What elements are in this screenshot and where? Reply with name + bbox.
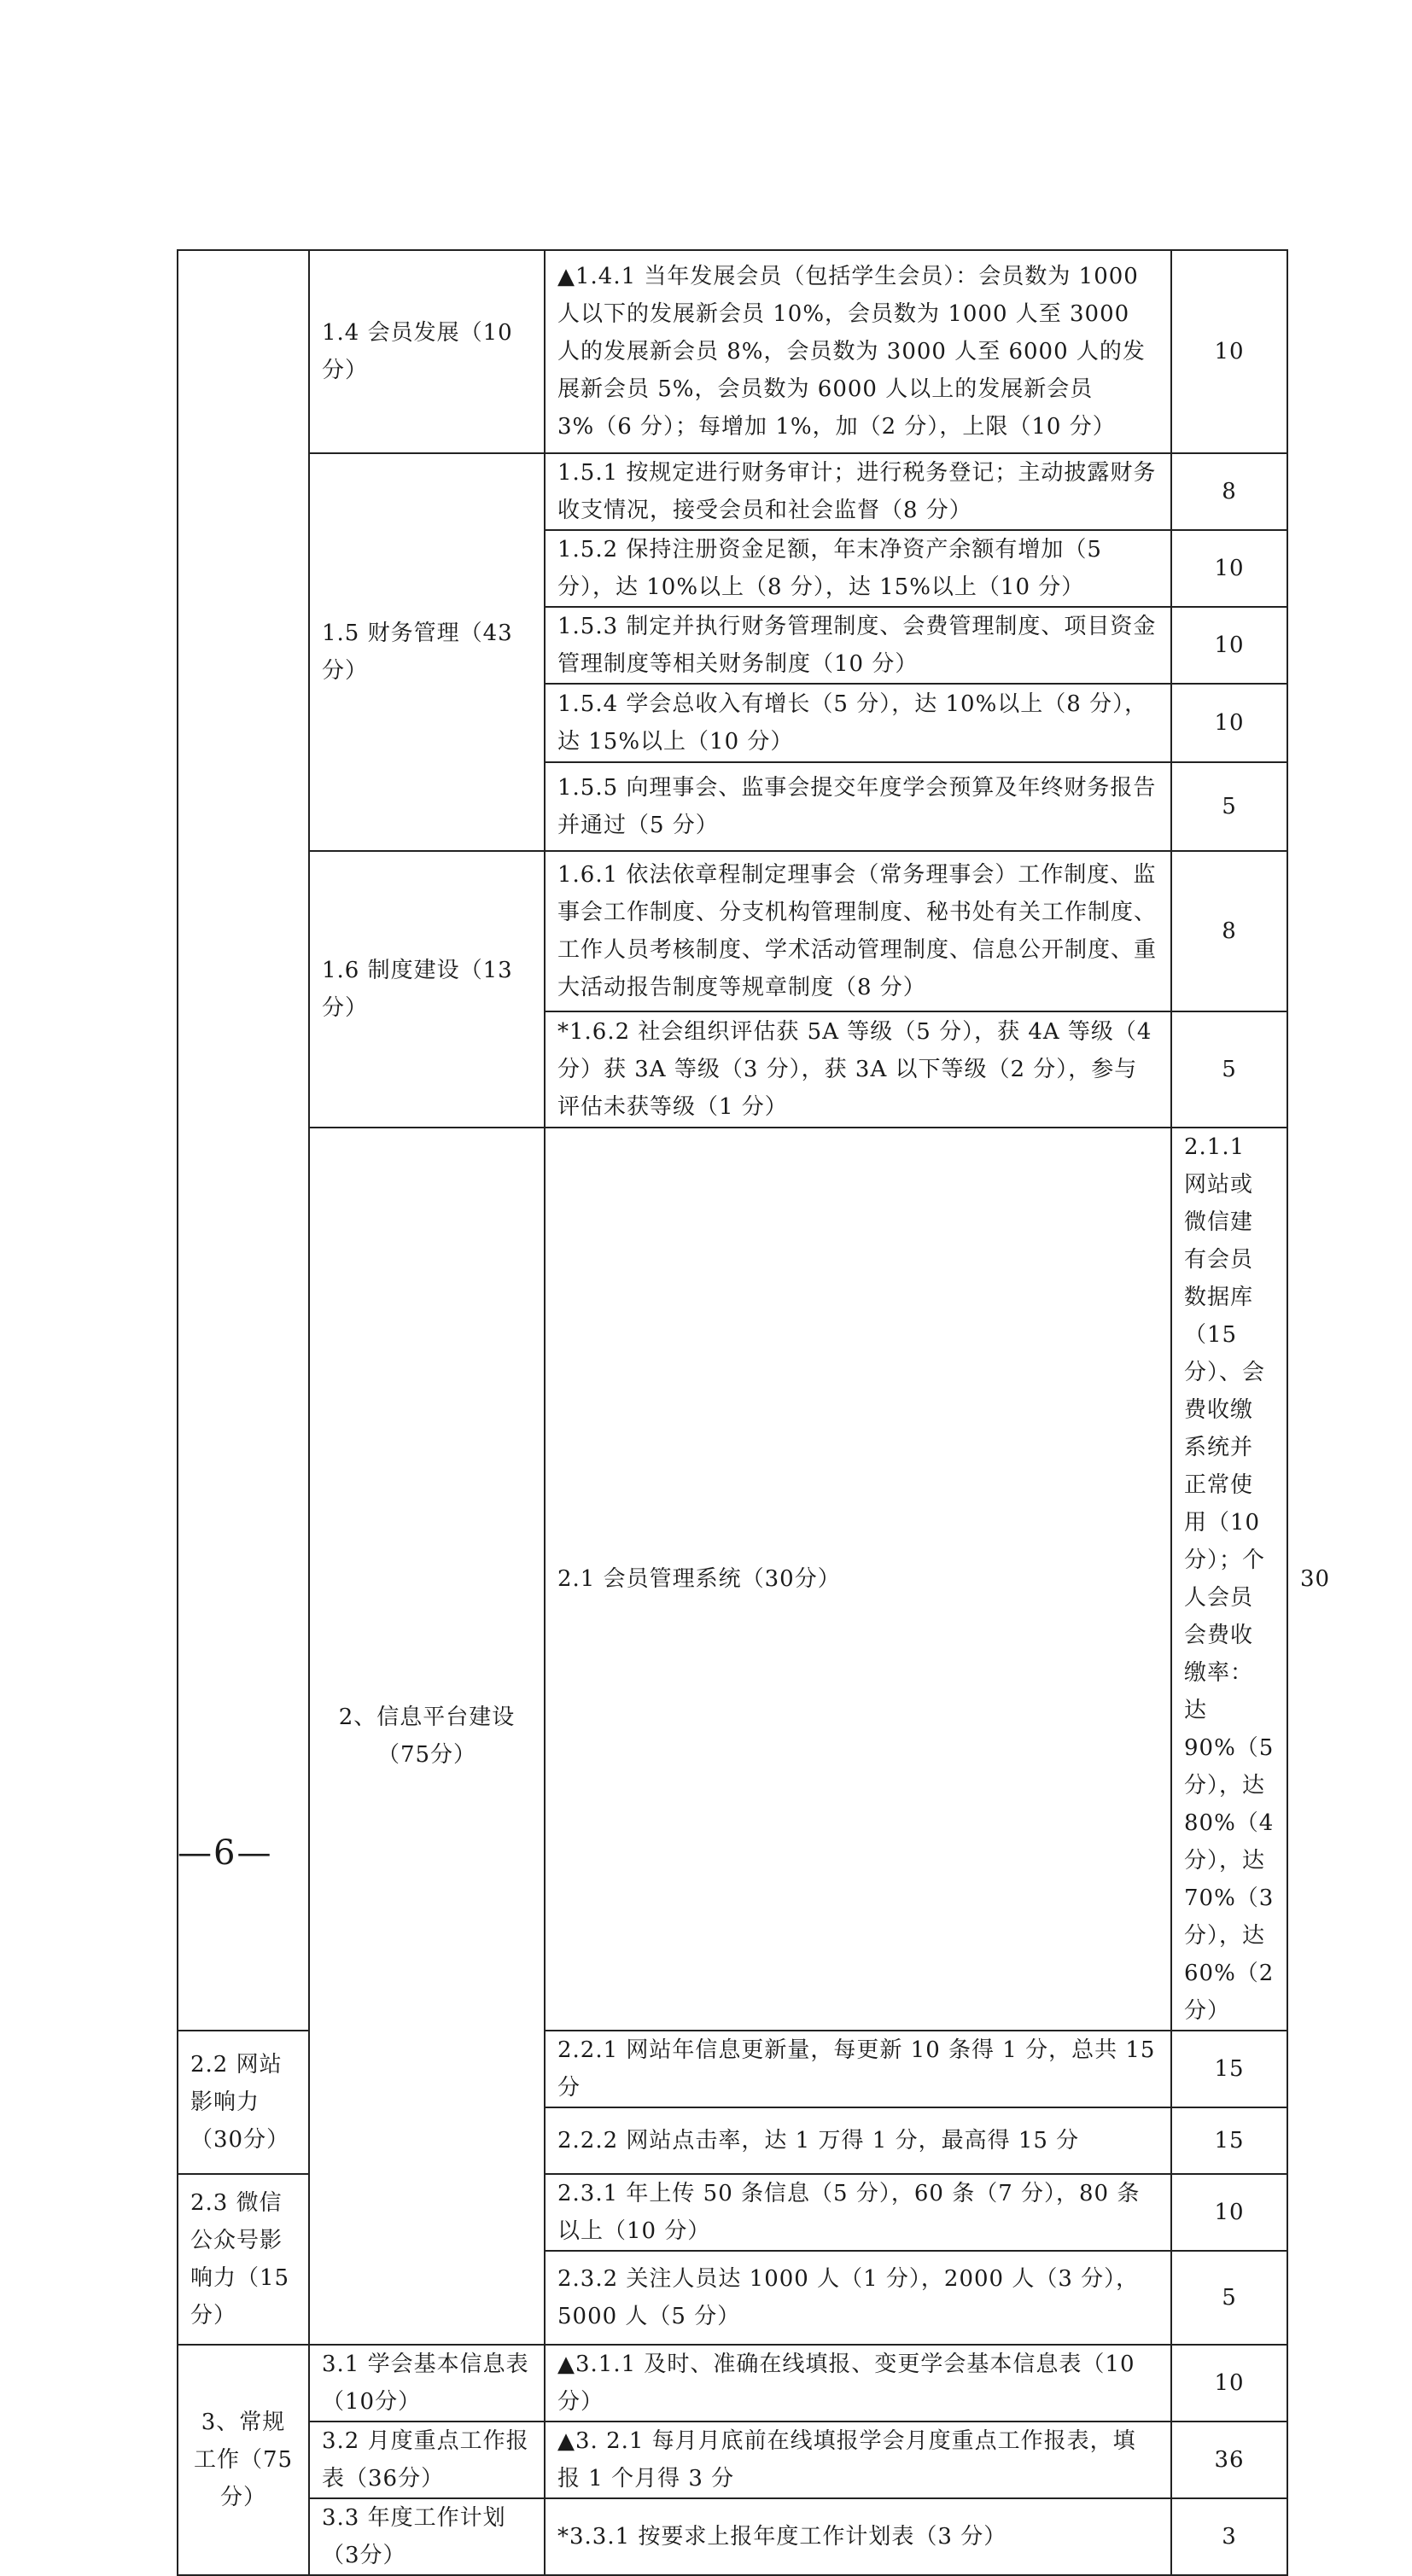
page-number: —6— [178, 1833, 273, 1873]
subcategory-cell: 3.3 年度工作计划（3分） [309, 2498, 545, 2575]
subcategory-cell: 1.4 会员发展（10分） [309, 250, 545, 453]
subcategory-cell: 3.2 月度重点工作报表（36分） [309, 2422, 545, 2498]
score-cell: 15 [1171, 2107, 1287, 2174]
subcategory-cell: 2.1 会员管理系统（30分） [545, 1128, 1171, 2031]
score-cell: 15 [1171, 2031, 1287, 2107]
criterion-cell: 1.6.1 依法依章程制定理事会（常务理事会）工作制度、监事会工作制度、分支机构管理制度、秘书处有关工作制度、工作人员考核制度、学术活动管理制度、信息公开制度、重大活动报告制度等规章制度（8 分） [545, 851, 1171, 1011]
subcategory-cell: 2.2 网站影响力（30分） [178, 2031, 309, 2174]
score-cell: 10 [1171, 250, 1287, 453]
subcategory-cell: 3.1 学会基本信息表（10分） [309, 2345, 545, 2422]
criterion-cell: 2.3.1 年上传 50 条信息（5 分），60 条（7 分），80 条以上（10 分） [545, 2174, 1171, 2251]
criterion-cell: 1.5.5 向理事会、监事会提交年度学会预算及年终财务报告并通过（5 分） [545, 762, 1171, 851]
criterion-cell: 1.5.4 学会总收入有增长（5 分），达 10%以上（8 分），达 15%以上（10 分） [545, 684, 1171, 762]
criterion-cell: ▲3. 2.1 每月月底前在线填报学会月度重点工作报表，填报 1 个月得 3 分 [545, 2422, 1171, 2498]
criterion-cell: ▲1.4.1 当年发展会员（包括学生会员）：会员数为 1000 人以下的发展新会员 10%，会员数为 1000 人至 3000 人的发展新会员 8%，会员数为 3000 人至 6000 人的发展新会员 5%，会员数为 6000 人以上的发展新会员 3%（6 分）；每增加 1%，加（2 分），上限（10 分） [545, 250, 1171, 453]
criterion-cell: 2.3.2 关注人员达 1000 人（1 分），2000 人（3 分），5000 人（5 分） [545, 2251, 1171, 2345]
score-cell: 8 [1171, 851, 1287, 1011]
category-cell [178, 250, 309, 2031]
table-row [178, 250, 1287, 453]
score-cell: 5 [1171, 762, 1287, 851]
criterion-cell: 1.5.1 按规定进行财务审计；进行税务登记；主动披露财务收支情况，接受会员和社会监督（8 分） [545, 453, 1171, 530]
score-cell: 10 [1171, 684, 1287, 762]
score-cell: 36 [1171, 2422, 1287, 2498]
score-cell: 8 [1171, 453, 1287, 530]
category-cell: 2、信息平台建设（75分） [309, 1128, 545, 2345]
criterion-cell: ▲3.1.1 及时、准确在线填报、变更学会基本信息表（10 分） [545, 2345, 1171, 2422]
subcategory-cell: 1.6 制度建设（13分） [309, 851, 545, 1128]
score-cell: 5 [1171, 2251, 1287, 2345]
criterion-cell: *3.3.1 按要求上报年度工作计划表（3 分） [545, 2498, 1171, 2575]
table-row [178, 851, 1287, 1011]
criterion-cell: 1.5.3 制定并执行财务管理制度、会费管理制度、项目资金管理制度等相关财务制度（10 分） [545, 607, 1171, 684]
score-cell: 3 [1171, 2498, 1287, 2575]
table-row [178, 2498, 1287, 2575]
score-cell: 5 [1171, 1011, 1287, 1128]
table-row: 2、信息平台建设（75分） 2.1 会员管理系统（30分） 2.1.1 网站或微信建有会员数据库（15 分）、会费收缴系统并正常使用（10 分）；个人会员会费收缴率：达 90%（5 分），达 80%（4 分），达 70%（3 分），达 60%（2 分） 30 [178, 1128, 1287, 2031]
criterion-cell: 1.5.2 保持注册资金足额，年末净资产余额有增加（5 分），达 10%以上（8 分），达 15%以上（10 分） [545, 530, 1171, 607]
criterion-cell: *1.6.2 社会组织评估获 5A 等级（5 分），获 4A 等级（4 分）获 3A 等级（3 分），获 3A 以下等级（2 分），参与评估未获等级（1 分） [545, 1011, 1171, 1128]
table-row [178, 453, 1287, 530]
criterion-cell: 2.2.1 网站年信息更新量，每更新 10 条得 1 分，总共 15 分 [545, 2031, 1171, 2107]
score-cell: 10 [1171, 530, 1287, 607]
score-cell: 10 [1171, 607, 1287, 684]
table-row [178, 2422, 1287, 2498]
category-cell: 3、常规工作（75分） [178, 2345, 309, 2575]
subcategory-cell: 2.3 微信公众号影响力（15分） [178, 2174, 309, 2345]
table-row [178, 2345, 1287, 2422]
score-cell: 10 [1171, 2345, 1287, 2422]
criterion-cell: 2.2.2 网站点击率，达 1 万得 1 分，最高得 15 分 [545, 2107, 1171, 2174]
evaluation-table [177, 249, 1331, 2576]
criterion-cell: 2.1.1 网站或微信建有会员数据库（15 分）、会费收缴系统并正常使用（10 分）；个人会员会费收缴率：达 90%（5 分），达 80%（4 分），达 70%（3 分），达 60%（2 分） [1171, 1128, 1287, 2031]
score-cell: 10 [1171, 2174, 1287, 2251]
subcategory-cell: 1.5 财务管理（43分） [309, 453, 545, 851]
